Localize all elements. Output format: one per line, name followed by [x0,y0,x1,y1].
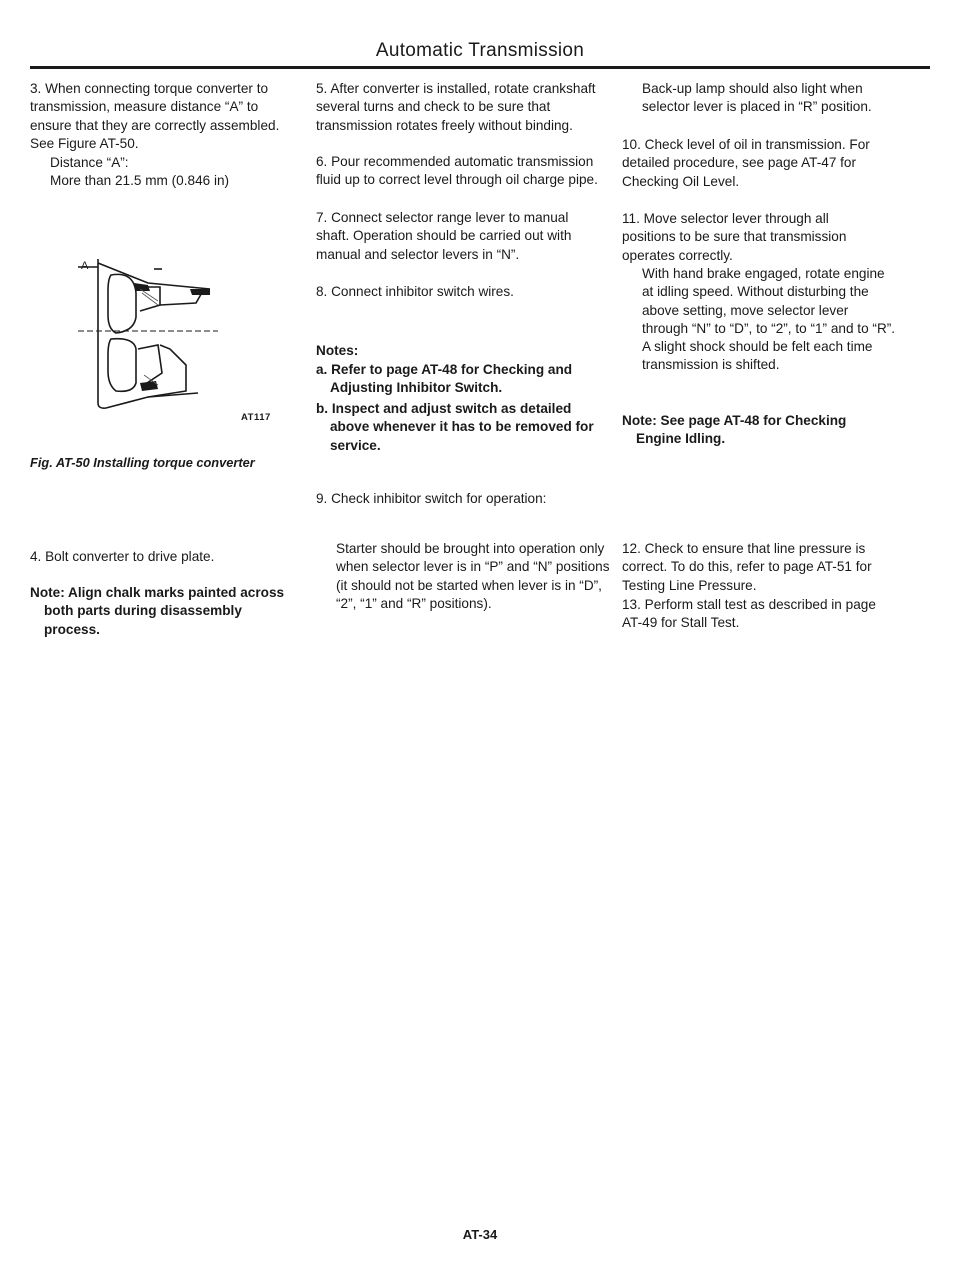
step-4-note: Note: Align chalk marks painted across both parts during disassembly process. [30,585,285,637]
notes-title: Notes: [316,343,359,358]
figure-code-label: AT117 [241,412,271,423]
step-3-text: 3. When connecting torque converter to transmission, measure distance “A” to ensure that they are correctly assembled. See Figure AT-50. [30,81,280,151]
backup-lamp-text: Back-up lamp should also light when selector lever is placed in “R” position. [642,81,872,115]
step-6-text: 6. Pour recommended automatic transmission fluid up to correct level through oil charge pipe. [316,154,598,188]
step-11-text: 11. Move selector lever through all positions to be sure that transmission operates correctly. [622,211,847,263]
step-10-text: 10. Check level of oil in transmission. For detailed procedure, see page AT-47 for Checking Oil Level. [622,137,870,189]
note-a: a. Refer to page AT-48 for Checking and Adjusting Inhibitor Switch. [316,362,573,396]
engine-idling-note: Note: See page AT-48 for Checking Engine Idling. [622,413,847,447]
header-rule [30,66,930,69]
step-12-text: 12. Check to ensure that line pressure is correct. To do this, refer to page AT-51 for Testing Line Pressure. [622,541,872,593]
step-9-body: Starter should be brought into operation only when selector lever is in “P” and “N” positions (it should not be started when lever is in “D”, “2”, “1” and “R” positions). [336,541,610,611]
figure-caption: Fig. AT-50 Installing torque converter [30,455,255,470]
step-8-text: 8. Connect inhibitor switch wires. [316,284,514,299]
note-b: b. Inspect and adjust switch as detailed above whenever it has to be removed for service. [316,401,594,453]
step-11-body: With hand brake engaged, rotate engine at idling speed. Without disturbing the above setting, move selector lever through “N” to “D”, to “2”, to “1” and to “R”. A slight shock should be felt each time transmission is shifted. [642,266,896,373]
step-13-text: 13. Perform stall test as described in page AT-49 for Stall Test. [622,597,876,631]
torque-converter-figure [78,245,238,420]
step-4-text: 4. Bolt converter to drive plate. [30,549,215,564]
page-number: AT-34 [462,1227,498,1242]
step-7-text: 7. Connect selector range lever to manual shaft. Operation should be carried out with manual and selector levers in “N”. [316,210,572,262]
step-9-text: 9. Check inhibitor switch for operation: [316,491,547,506]
distance-label: Distance “A”: [50,155,129,170]
page-title: Automatic Transmission [375,40,585,61]
distance-value: More than 21.5 mm (0.846 in) [50,173,230,188]
step-5-text: 5. After converter is installed, rotate crankshaft several turns and check to be sure that transmission rotates freely without binding. [316,81,596,133]
figure-letter-a: A [81,260,89,272]
